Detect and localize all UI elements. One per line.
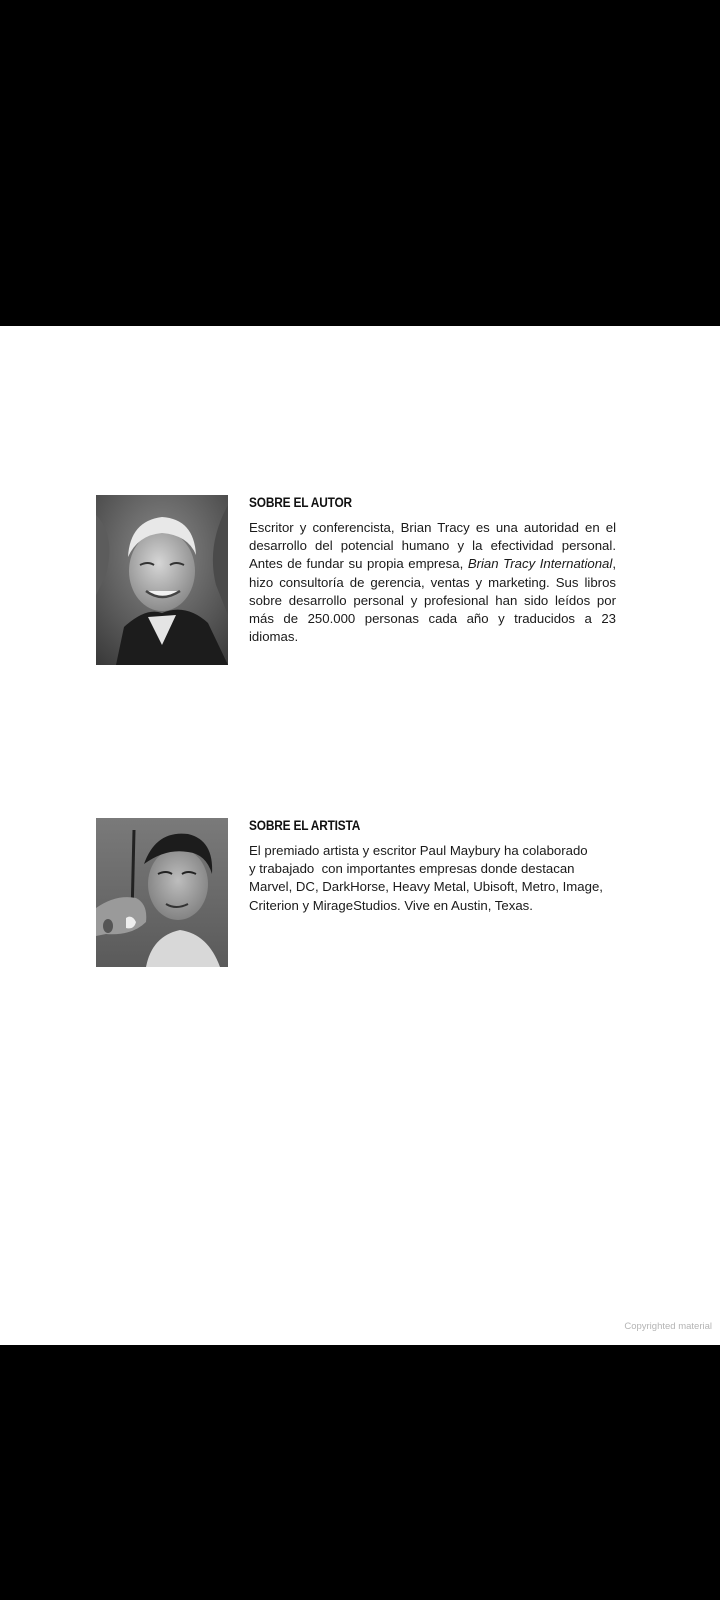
artist-description-line1: El premiado artista y escritor Paul Maybury ha colaborado (249, 843, 588, 858)
artist-description-line4: Criterion y MirageStudios. Vive en Austin, Texas. (249, 897, 533, 913)
artist-text (249, 818, 616, 915)
author-description (249, 519, 616, 646)
artist-description-line3: Marvel, DC, DarkHorse, Heavy Metal, Ubisoft, Metro, Image, (249, 879, 603, 895)
author-description-part2: , hizo consultoría de gerencia, ventas y marketing. Sus libros sobre desarrollo personal y profesional han sido leídos por más de 250.000 personas cada año y traducidos a 23 idiomas. (249, 556, 616, 645)
author-text (249, 495, 616, 646)
company-name: Brian Tracy International (467, 556, 613, 572)
artist-heading: SOBRE EL ARTISTA (249, 818, 361, 833)
book-page (0, 326, 720, 1345)
author-photo (96, 495, 228, 665)
author-heading: SOBRE EL AUTOR (249, 495, 352, 510)
artist-photo (96, 818, 228, 967)
artist-description-line2: y trabajado con importantes empresas donde destacan (249, 861, 575, 877)
artist-description (249, 842, 616, 915)
copyright-watermark: Copyrighted material (624, 1321, 712, 1332)
author-description-part1: Escritor y conferencista, Brian Tracy es una autoridad en el desarrollo del potencial humano y la efectividad personal. Antes de fundar su propia empresa, (249, 520, 616, 572)
